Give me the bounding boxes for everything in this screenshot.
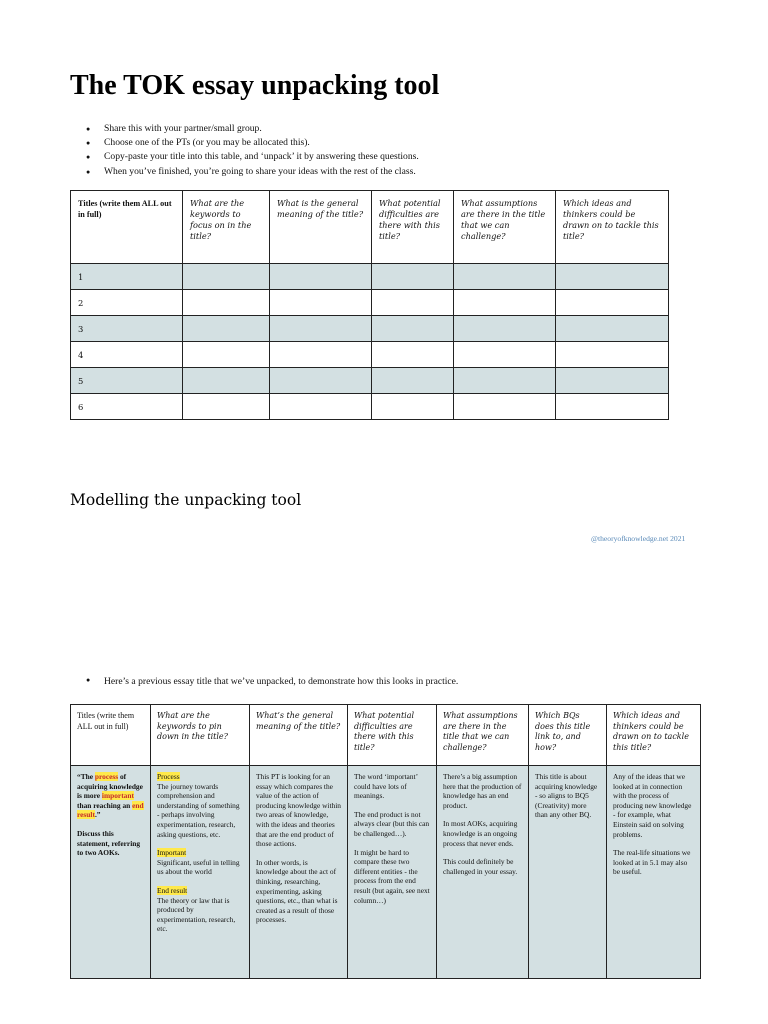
row-number: 6 xyxy=(71,394,183,420)
assumptions-cell xyxy=(437,766,529,979)
table-cell[interactable] xyxy=(183,368,270,394)
column-header-meaning: What is the general meaning of the title? xyxy=(270,191,372,264)
table-cell[interactable] xyxy=(372,342,454,368)
row-number: 4 xyxy=(71,342,183,368)
keywords-cell xyxy=(151,766,250,979)
table-cell[interactable] xyxy=(556,264,669,290)
column-header-keywords: What are the keywords to pin down in the title? xyxy=(151,705,250,766)
keyword-highlight: important xyxy=(101,791,134,801)
column-header-meaning: What’s the general meaning of the title? xyxy=(250,705,348,766)
table-cell[interactable] xyxy=(454,368,556,394)
table-cell[interactable] xyxy=(372,264,454,290)
instruction-item: ● Choose one of the PTs (or you may be allocated this). xyxy=(86,136,419,150)
column-header-titles: Titles (write them ALL out in full) xyxy=(71,191,183,264)
keyword-term: Important xyxy=(157,848,187,858)
table-cell[interactable] xyxy=(556,368,669,394)
instructions-list xyxy=(86,122,419,179)
cell-paragraph: In most AOKs, acquiring knowledge is an ongoing process that never ends. xyxy=(443,819,518,848)
page-title: The TOK essay unpacking tool xyxy=(70,70,440,101)
table-cell[interactable] xyxy=(454,394,556,420)
table-header-row xyxy=(71,705,701,766)
difficulties-cell xyxy=(348,766,437,979)
column-header-assumptions: What assumptions are there in the title that we can challenge? xyxy=(454,191,556,264)
keyword-entry xyxy=(157,886,243,934)
table-cell[interactable] xyxy=(556,290,669,316)
column-header-difficulties: What potential difficulties are there with this title? xyxy=(348,705,437,766)
table-cell[interactable] xyxy=(183,264,270,290)
bqs-cell xyxy=(529,766,607,979)
keyword-highlight: end result xyxy=(77,800,144,820)
table-cell[interactable] xyxy=(183,290,270,316)
row-number: 5 xyxy=(71,368,183,394)
row-number: 1 xyxy=(71,264,183,290)
table-cell[interactable] xyxy=(372,290,454,316)
instruction-item: ● Share this with your partner/small group. xyxy=(86,122,419,136)
example-intro-item: ● Here’s a previous essay title that we’ve unpacked, to demonstrate how this looks in practice. xyxy=(86,676,458,687)
table-row xyxy=(71,342,669,368)
table-row xyxy=(71,368,669,394)
table-row xyxy=(71,394,669,420)
table-cell[interactable] xyxy=(556,394,669,420)
table-cell[interactable] xyxy=(556,342,669,368)
row-number: 3 xyxy=(71,316,183,342)
table-cell[interactable] xyxy=(454,316,556,342)
instruction-item: ● When you’ve finished, you’re going to share your ideas with the rest of the class. xyxy=(86,165,419,179)
table-cell[interactable] xyxy=(270,368,372,394)
table-cell[interactable] xyxy=(270,264,372,290)
table-cell[interactable] xyxy=(270,342,372,368)
row-number: 2 xyxy=(71,290,183,316)
credit-link[interactable]: @theoryofknowledge.net 2021 xyxy=(591,534,686,543)
table-header-row xyxy=(71,191,669,264)
meaning-cell xyxy=(250,766,348,979)
table-cell[interactable] xyxy=(270,394,372,420)
table-cell[interactable] xyxy=(372,394,454,420)
cell-paragraph: It might be hard to compare these two different entities - the process from the end result (but again, see next column…) xyxy=(354,847,430,905)
table-cell[interactable] xyxy=(270,316,372,342)
cell-paragraph: The real-life situations we looked at in 5.1 may also be useful. xyxy=(613,848,691,877)
column-header-assumptions: What assumptions are there in the title that we can challenge? xyxy=(437,705,529,766)
essay-instruction: Discuss this statement, referring to two AOKs. xyxy=(77,828,141,858)
cell-paragraph: There’s a big assumption here that the production of knowledge has an end product. xyxy=(443,772,522,810)
essay-title: “The process of acquiring knowledge is more important than reaching an end result.” xyxy=(77,772,144,820)
table-cell[interactable] xyxy=(372,368,454,394)
keyword-term: End result xyxy=(157,885,188,895)
table-row xyxy=(71,766,701,979)
table-row xyxy=(71,290,669,316)
column-header-bqs: Which BQs does this title link to, and how? xyxy=(529,705,607,766)
table-cell[interactable] xyxy=(556,316,669,342)
keyword-entry xyxy=(157,772,243,839)
section-title: Modelling the unpacking tool xyxy=(70,491,302,509)
column-header-titles: Titles (write them ALL out in full) xyxy=(71,705,151,766)
cell-paragraph: This could definitely be challenged in your essay. xyxy=(443,857,518,876)
keyword-desc: Significant, useful in telling us about the world xyxy=(157,857,240,877)
table-cell[interactable] xyxy=(183,316,270,342)
cell-paragraph: The end product is not always clear (but this can be challenged…). xyxy=(354,809,430,838)
table-row xyxy=(71,264,669,290)
table-cell[interactable] xyxy=(454,264,556,290)
example-intro-list xyxy=(86,676,458,687)
table-cell[interactable] xyxy=(183,394,270,420)
keyword-desc: The theory or law that is produced by experimentation, research, etc. xyxy=(157,895,236,934)
keyword-desc: The journey towards comprehension and understanding of something - perhaps involving experimentation, research, asking questions, etc. xyxy=(157,781,240,839)
column-header-thinkers: Which ideas and thinkers could be drawn on to tackle this title? xyxy=(607,705,701,766)
cell-paragraph: This PT is looking for an essay which compares the value of the action of producing knowledge within two areas of knowledge, with the ideas and theories that are the end product of those actions. xyxy=(256,772,341,849)
column-header-keywords: What are the keywords to focus on in the title? xyxy=(183,191,270,264)
thinkers-cell xyxy=(607,766,701,979)
example-table xyxy=(70,704,701,979)
table-cell[interactable] xyxy=(372,316,454,342)
unpacking-table xyxy=(70,190,669,420)
cell-paragraph: The word ‘important’ could have lots of meanings. xyxy=(354,772,418,801)
table-row xyxy=(71,316,669,342)
table-cell[interactable] xyxy=(454,342,556,368)
table-cell[interactable] xyxy=(454,290,556,316)
cell-paragraph: This title is about acquiring knowledge - so aligns to BQ5 (Creativity) more than any other BQ. xyxy=(535,772,598,820)
cell-paragraph: Any of the ideas that we looked at in connection with the process of producing new knowledge - for example, what Einstein said on solving problems. xyxy=(613,772,692,839)
title-cell xyxy=(71,766,151,979)
keyword-entry xyxy=(157,848,243,877)
cell-paragraph: In other words, is knowledge about the act of thinking, researching, experimenting, asking questions, etc., than what is created as a result of those processes. xyxy=(256,857,338,925)
table-cell[interactable] xyxy=(270,290,372,316)
keyword-highlight: process xyxy=(94,772,119,781)
keyword-term: Process xyxy=(157,772,180,781)
column-header-difficulties: What potential difficulties are there with this title? xyxy=(372,191,454,264)
column-header-thinkers: Which ideas and thinkers could be drawn on to tackle this title? xyxy=(556,191,669,264)
table-cell[interactable] xyxy=(183,342,270,368)
instruction-item: ● Copy-paste your title into this table, and ‘unpack’ it by answering these questions. xyxy=(86,150,419,164)
